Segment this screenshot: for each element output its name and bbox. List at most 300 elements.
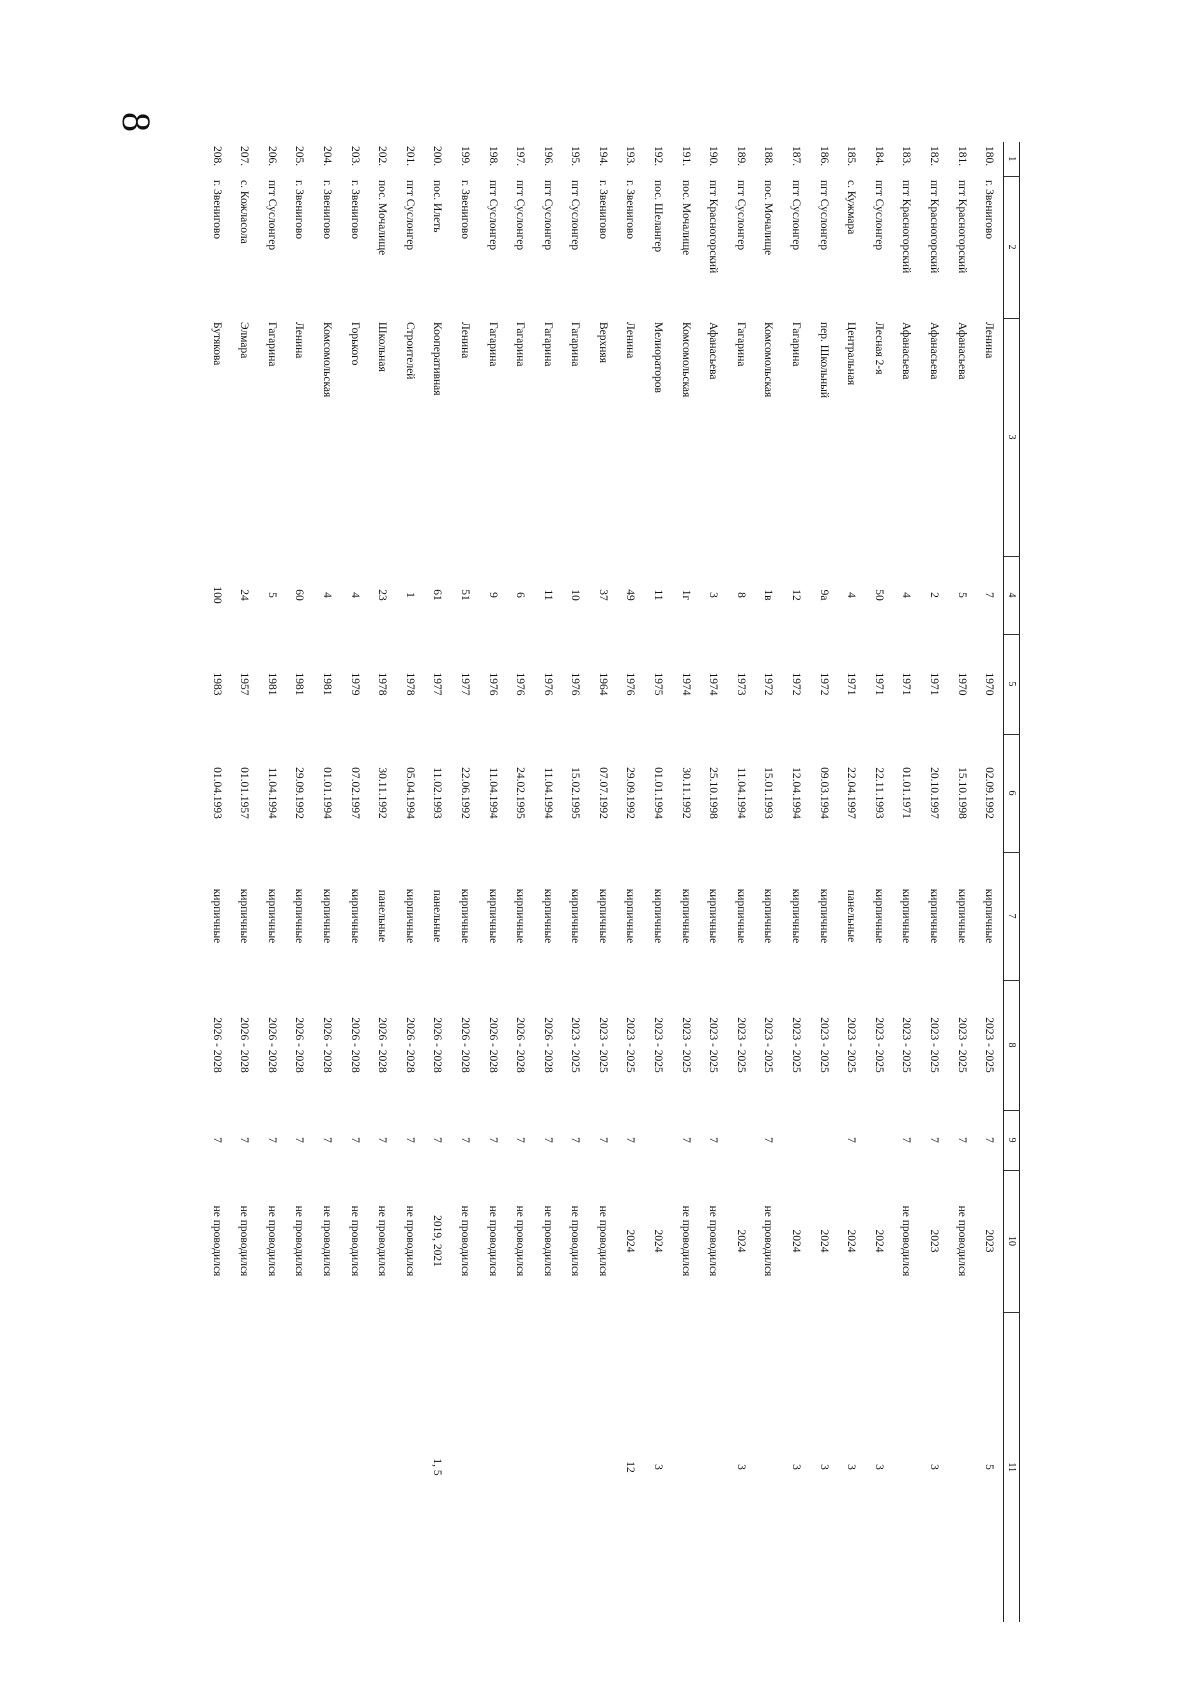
table-cell: [644, 1110, 672, 1170]
table-cell: 12: [624, 1461, 637, 1473]
table-cell: 3: [845, 1464, 858, 1470]
table-cell: 7: [238, 1137, 251, 1143]
table-cell: 01.01.1994: [652, 767, 665, 819]
table-cell: не проводился: [458, 1205, 471, 1277]
table-cell: 24: [238, 589, 251, 601]
table-cell: 2023 - 2025: [928, 1017, 941, 1073]
table-cell: 1981: [265, 672, 278, 696]
table-cell: пгт Красногорский: [928, 180, 941, 274]
table-cell: с. Кожласола: [238, 180, 251, 244]
page-number: 8: [114, 112, 159, 132]
table-cell: [672, 1312, 700, 1622]
table-cell: Гагарина: [734, 322, 747, 367]
column-header: 4: [1004, 556, 1020, 634]
table-cell: не проводился: [376, 1205, 389, 1277]
table-cell: 2023: [928, 1229, 941, 1253]
table-cell: 7: [348, 1137, 361, 1143]
table-cell: [865, 1110, 893, 1170]
table-cell: 7: [624, 1137, 637, 1143]
table-cell: 188.: [762, 146, 775, 167]
table-cell: пос. Шелангер: [652, 180, 665, 253]
table-cell: 7: [293, 1137, 306, 1143]
table-cell: 2026 - 2028: [348, 1017, 361, 1073]
table-cell: 5: [983, 1464, 996, 1470]
table-cell: 2: [928, 592, 941, 598]
column-header: 6: [1004, 734, 1020, 852]
table-cell: 1976: [486, 672, 499, 696]
table-cell: 5: [265, 592, 278, 598]
table-cell: пгт Суслонгер: [541, 180, 554, 251]
table-cell: 51: [458, 589, 471, 601]
table-cell: 2023 - 2025: [872, 1017, 885, 1073]
table-cell: 2019, 2021: [431, 1215, 444, 1267]
table-cell: не проводился: [955, 1205, 968, 1277]
table-row: [203, 142, 231, 1622]
table-cell: 30.11.1992: [376, 767, 389, 819]
table-cell: 2024: [790, 1229, 803, 1253]
table-cell: пгт Суслонгер: [486, 180, 499, 251]
table-cell: 22.06.1992: [458, 767, 471, 819]
table-cell: 29.09.1992: [624, 767, 637, 819]
table-cell: 2026 - 2028: [210, 1017, 223, 1073]
table-cell: 3: [707, 592, 720, 598]
column-header: 5: [1004, 634, 1020, 734]
table-body: [203, 142, 1004, 1622]
table-cell: 2023 - 2025: [983, 1017, 996, 1073]
table-cell: 7: [679, 1137, 692, 1143]
table-cell: [258, 1312, 286, 1622]
table-cell: не проводился: [403, 1205, 416, 1277]
table-cell: 2023: [983, 1229, 996, 1253]
table-cell: кирпичные: [514, 888, 527, 944]
table-row: [286, 142, 314, 1622]
table-cell: 192.: [652, 146, 665, 167]
table-cell: 01.01.1957: [238, 767, 251, 819]
table-cell: 2024: [624, 1229, 637, 1253]
table-cell: пгт Красногорский: [900, 180, 913, 274]
table-cell: не проводился: [569, 1205, 582, 1277]
column-header: 10: [1004, 1170, 1020, 1312]
table-cell: пгт Суслонгер: [265, 180, 278, 251]
table-row: [534, 142, 562, 1622]
table-cell: [755, 1312, 783, 1622]
table-cell: 2026 - 2028: [486, 1017, 499, 1073]
table-cell: Гагарина: [486, 322, 499, 367]
rotated-table-container: [210, 142, 1020, 1622]
table-cell: 7: [955, 1137, 968, 1143]
table-cell: 50: [872, 589, 885, 601]
table-cell: не проводился: [900, 1205, 913, 1277]
table-cell: 37: [596, 589, 609, 601]
table-cell: панельные: [431, 889, 444, 943]
column-header: 3: [1004, 318, 1020, 556]
table-cell: г. Звенигово: [596, 180, 609, 239]
table-row: [865, 142, 893, 1622]
table-cell: Горького: [348, 322, 361, 366]
table-cell: [948, 1312, 976, 1622]
table-cell: панельные: [845, 889, 858, 943]
table-cell: 2023 - 2025: [624, 1017, 637, 1073]
table-cell: 29.09.1992: [293, 767, 306, 819]
table-cell: г. Звенигово: [320, 180, 333, 239]
table-cell: 2023 - 2025: [707, 1017, 720, 1073]
table-cell: 20.10.1997: [928, 767, 941, 819]
table-cell: кирпичные: [817, 888, 830, 944]
table-cell: 189.: [734, 146, 747, 167]
table-cell: 1978: [403, 672, 416, 696]
table-cell: 1976: [569, 672, 582, 696]
column-header: 2: [1004, 176, 1020, 318]
table-cell: 1975: [652, 672, 665, 696]
table-cell: 2024: [817, 1229, 830, 1253]
table-row: [810, 142, 838, 1622]
table-cell: 4: [348, 592, 361, 598]
table-cell: 2023 - 2025: [817, 1017, 830, 1073]
table-cell: 30.11.1992: [679, 767, 692, 819]
table-cell: 1977: [431, 672, 444, 696]
table-cell: 2023 - 2025: [900, 1017, 913, 1073]
table-cell: Гагарина: [265, 322, 278, 367]
table-cell: пер. Школьный: [817, 322, 830, 398]
table-cell: кирпичные: [734, 888, 747, 944]
table-cell: 6: [514, 592, 527, 598]
table-cell: Афанасьева: [707, 322, 720, 380]
housing-table: [203, 142, 1020, 1622]
table-row: [451, 142, 479, 1622]
table-cell: [589, 1312, 617, 1622]
table-cell: пос. Илеть: [431, 180, 444, 233]
table-cell: 2024: [734, 1229, 747, 1253]
table-cell: 191.: [679, 146, 692, 167]
table-cell: 1971: [845, 672, 858, 696]
table-cell: 1978: [376, 672, 389, 696]
table-cell: кирпичные: [900, 888, 913, 944]
table-cell: 2026 - 2028: [431, 1017, 444, 1073]
table-cell: 25.10.1998: [707, 767, 720, 819]
table-cell: [451, 1312, 479, 1622]
table-cell: Лесная 2-я: [872, 322, 885, 375]
table-cell: 3: [928, 1464, 941, 1470]
table-cell: 2026 - 2028: [265, 1017, 278, 1073]
table-cell: 2026 - 2028: [376, 1017, 389, 1073]
table-cell: 2026 - 2028: [514, 1017, 527, 1073]
table-cell: 15.10.1998: [955, 767, 968, 819]
table-cell: 1979: [348, 672, 361, 696]
table-cell: [368, 1312, 396, 1622]
table-cell: 181.: [955, 146, 968, 167]
table-cell: 3: [817, 1464, 830, 1470]
table-cell: 2026 - 2028: [238, 1017, 251, 1073]
table-cell: 11: [541, 589, 554, 601]
table-cell: [506, 1312, 534, 1622]
header-row: [1004, 142, 1020, 1622]
table-cell: г. Звенигово: [983, 180, 996, 239]
table-row: [341, 142, 369, 1622]
table-cell: 2026 - 2028: [293, 1017, 306, 1073]
table-cell: пгт Красногорский: [707, 180, 720, 274]
table-cell: [893, 1312, 921, 1622]
table-cell: кирпичные: [486, 888, 499, 944]
table-cell: 1983: [210, 672, 223, 696]
table-cell: 1972: [817, 672, 830, 696]
table-cell: кирпичные: [679, 888, 692, 944]
table-cell: не проводился: [238, 1205, 251, 1277]
table-cell: Центральная: [845, 322, 858, 386]
table-cell: кирпичные: [596, 888, 609, 944]
table-cell: 2023 - 2025: [679, 1017, 692, 1073]
table-cell: 2023 - 2025: [955, 1017, 968, 1073]
table-cell: [479, 1312, 507, 1622]
table-cell: Комсомольская: [679, 322, 692, 398]
table-cell: кирпичные: [320, 888, 333, 944]
table-cell: 1970: [983, 672, 996, 696]
table-cell: 7: [900, 1137, 913, 1143]
table-cell: Бутякова: [210, 322, 223, 366]
table-cell: 2023 - 2025: [596, 1017, 609, 1073]
table-cell: 2023 - 2025: [845, 1017, 858, 1073]
table-cell: 11.04.1994: [734, 767, 747, 819]
table-cell: не проводился: [514, 1205, 527, 1277]
table-cell: пгт Суслонгер: [734, 180, 747, 251]
table-cell: 7: [596, 1137, 609, 1143]
table-cell: [727, 1110, 755, 1170]
column-header: 9: [1004, 1110, 1020, 1170]
table-cell: кирпичные: [348, 888, 361, 944]
table-cell: 2026 - 2028: [541, 1017, 554, 1073]
table-cell: 1971: [900, 672, 913, 696]
table-row: [562, 142, 590, 1622]
table-cell: Афанасьева: [928, 322, 941, 380]
table-cell: [699, 1312, 727, 1622]
table-cell: 11.04.1994: [265, 767, 278, 819]
table-cell: 24.02.1995: [514, 767, 527, 819]
table-row: [727, 142, 755, 1622]
table-cell: 11.04.1994: [486, 767, 499, 819]
table-cell: 2024: [652, 1229, 665, 1253]
table-row: [837, 142, 865, 1622]
table-cell: пгт Суслонгер: [872, 180, 885, 251]
table-cell: Школьная: [376, 322, 389, 372]
table-cell: кирпичные: [293, 888, 306, 944]
table-cell: 202.: [376, 146, 389, 167]
table-cell: 4: [320, 592, 333, 598]
table-cell: 1976: [624, 672, 637, 696]
table-cell: 206.: [265, 146, 278, 167]
table-cell: Верхняя: [596, 322, 609, 364]
table-cell: пгт Суслонгер: [569, 180, 582, 251]
table-cell: г. Звенигово: [293, 180, 306, 239]
table-cell: пос. Мочалище: [376, 180, 389, 256]
table-row: [782, 142, 810, 1622]
table-cell: 01.01.1994: [320, 767, 333, 819]
table-cell: 09.03.1994: [817, 767, 830, 819]
table-cell: 7: [707, 1137, 720, 1143]
table-cell: 1971: [872, 672, 885, 696]
table-cell: 07.02.1997: [348, 767, 361, 819]
table-cell: 7: [762, 1137, 775, 1143]
table-cell: 02.09.1992: [983, 767, 996, 819]
table-cell: 7: [928, 1137, 941, 1143]
table-cell: 1г: [679, 589, 692, 601]
table-cell: 1, 5: [431, 1458, 444, 1476]
table-cell: 184.: [872, 146, 885, 167]
table-cell: 7: [431, 1137, 444, 1143]
table-cell: кирпичные: [955, 888, 968, 944]
table-cell: 208.: [210, 146, 223, 167]
table-cell: Ленина: [293, 322, 306, 359]
table-cell: 187.: [790, 146, 803, 167]
table-cell: [341, 1312, 369, 1622]
table-row: [948, 142, 976, 1622]
table-cell: 3: [790, 1464, 803, 1470]
table-cell: не проводился: [679, 1205, 692, 1277]
table-cell: пгт Суслонгер: [514, 180, 527, 251]
table-cell: 22.11.1993: [872, 767, 885, 819]
table-cell: Афанасьева: [955, 322, 968, 380]
table-cell: не проводился: [348, 1205, 361, 1277]
table-cell: Элмара: [238, 322, 251, 359]
table-cell: 2024: [845, 1229, 858, 1253]
table-row: [755, 142, 783, 1622]
table-row: [893, 142, 921, 1622]
table-cell: 197.: [514, 146, 527, 167]
table-row: [479, 142, 507, 1622]
table-cell: не проводился: [210, 1205, 223, 1277]
table-cell: 7: [403, 1137, 416, 1143]
table-cell: панельные: [376, 889, 389, 943]
table-cell: не проводился: [541, 1205, 554, 1277]
table-cell: 3: [734, 1464, 747, 1470]
table-cell: не проводился: [486, 1205, 499, 1277]
table-row: [368, 142, 396, 1622]
table-cell: 1972: [790, 672, 803, 696]
table-cell: 1970: [955, 672, 968, 696]
table-cell: Ленина: [624, 322, 637, 359]
table-cell: 23: [376, 589, 389, 601]
table-cell: 1973: [734, 672, 747, 696]
table-cell: 7: [541, 1137, 554, 1143]
table-cell: 7: [376, 1137, 389, 1143]
table-cell: 196.: [541, 146, 554, 167]
table-cell: кирпичные: [624, 888, 637, 944]
table-cell: 05.04.1994: [403, 767, 416, 819]
table-cell: 61: [431, 589, 444, 601]
table-cell: 7: [983, 1137, 996, 1143]
table-cell: не проводился: [762, 1205, 775, 1277]
table-cell: 3: [652, 1464, 665, 1470]
table-cell: кирпичные: [541, 888, 554, 944]
table-cell: 8: [734, 592, 747, 598]
table-cell: 01.04.1993: [210, 767, 223, 819]
table-cell: 200.: [431, 146, 444, 167]
table-cell: кирпичные: [403, 888, 416, 944]
table-cell: 1981: [320, 672, 333, 696]
table-cell: 2023 - 2025: [762, 1017, 775, 1073]
table-cell: пгт Суслонгер: [403, 180, 416, 251]
table-cell: кирпичные: [707, 888, 720, 944]
table-cell: 203.: [348, 146, 361, 167]
table-cell: 194.: [596, 146, 609, 167]
table-cell: 201.: [403, 146, 416, 167]
table-cell: 5: [955, 592, 968, 598]
table-cell: кирпичные: [928, 888, 941, 944]
table-cell: 198.: [486, 146, 499, 167]
table-cell: 205.: [293, 146, 306, 167]
table-cell: 1957: [238, 672, 251, 696]
table-cell: 186.: [817, 146, 830, 167]
column-header: 8: [1004, 980, 1020, 1110]
table-cell: 100: [210, 586, 223, 604]
table-cell: Гагарина: [790, 322, 803, 367]
table-cell: 7: [845, 1137, 858, 1143]
table-cell: Гагарина: [514, 322, 527, 367]
table-cell: кирпичные: [458, 888, 471, 944]
table-cell: Гагарина: [569, 322, 582, 367]
table-row: [644, 142, 672, 1622]
table-cell: кирпичные: [872, 888, 885, 944]
table-cell: 1976: [541, 672, 554, 696]
table-cell: пгт Суслонгер: [817, 180, 830, 251]
table-cell: кирпичные: [210, 888, 223, 944]
table-cell: 7: [265, 1137, 278, 1143]
table-cell: пгт Красногорский: [955, 180, 968, 274]
table-cell: 193.: [624, 146, 637, 167]
table-cell: [810, 1110, 838, 1170]
table-row: [396, 142, 424, 1622]
table-cell: Мелиораторов: [652, 322, 665, 393]
table-cell: г. Звенигово: [624, 180, 637, 239]
table-cell: 15.01.1993: [762, 767, 775, 819]
table-cell: г. Звенигово: [210, 180, 223, 239]
table-row: [230, 142, 258, 1622]
table-cell: 190.: [707, 146, 720, 167]
column-header: 7: [1004, 852, 1020, 980]
table-cell: не проводился: [293, 1205, 306, 1277]
table-cell: г. Звенигово: [348, 180, 361, 239]
table-cell: 10: [569, 589, 582, 601]
table-row: [699, 142, 727, 1622]
table-cell: 3: [872, 1464, 885, 1470]
table-cell: не проводился: [265, 1205, 278, 1277]
table-row: [506, 142, 534, 1622]
table-row: [424, 142, 452, 1622]
table-cell: 1974: [707, 672, 720, 696]
table-cell: 1964: [596, 672, 609, 696]
table-cell: 2023 - 2025: [652, 1017, 665, 1073]
column-header: 1: [1004, 142, 1020, 176]
table-cell: 195.: [569, 146, 582, 167]
table-cell: [203, 1312, 231, 1622]
table-cell: [534, 1312, 562, 1622]
table-cell: пос. Мочалище: [762, 180, 775, 256]
table-cell: 15.02.1995: [569, 767, 582, 819]
table-cell: 07.07.1992: [596, 767, 609, 819]
table-cell: 1981: [293, 672, 306, 696]
table-row: [617, 142, 645, 1622]
table-cell: 1в: [762, 589, 775, 601]
table-cell: 180.: [983, 146, 996, 167]
table-cell: 7: [458, 1137, 471, 1143]
table-cell: 7: [514, 1137, 527, 1143]
table-row: [258, 142, 286, 1622]
table-cell: с. Кужмара: [845, 180, 858, 235]
table-cell: Комсомольская: [762, 322, 775, 398]
table-cell: 1976: [514, 672, 527, 696]
table-cell: Кооперативная: [431, 322, 444, 396]
table-cell: 9а: [817, 589, 830, 601]
table-cell: 2026 - 2028: [320, 1017, 333, 1073]
table-row: [672, 142, 700, 1622]
